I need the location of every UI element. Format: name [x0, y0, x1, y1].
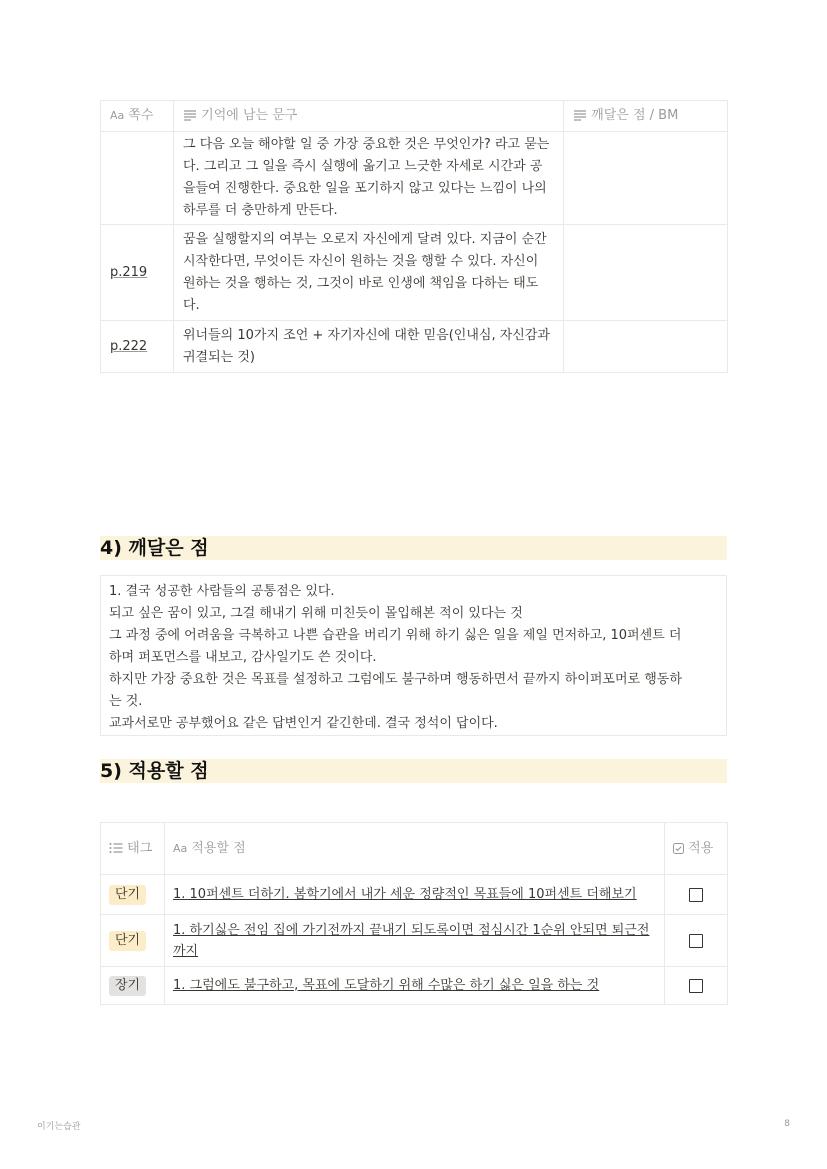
tag-column-header[interactable] [101, 823, 165, 875]
insight-line: 하며 퍼포먼스를 내보고, 감사일기도 쓴 것이다. [109, 650, 377, 665]
item-column-label: 적용할 점 [191, 841, 246, 856]
title-property-icon: Aa [110, 109, 125, 122]
apply-item-link[interactable]: 1. 하기싫은 전임 집에 가기전까지 끝내기 되도록이면 점심시간 1순위 안되면 퇴근전까지 [173, 922, 650, 959]
tag-cell[interactable] [101, 967, 165, 1005]
insight-line: 는 것. [109, 694, 143, 709]
page-column-label: 쪽수 [128, 108, 154, 123]
insight-cell[interactable] [564, 225, 728, 321]
quote-column-label: 기억에 남는 문구 [201, 108, 298, 123]
table-row [101, 132, 728, 225]
apply-header-row [101, 823, 728, 875]
insight-line: 그 과정 중에 어려움을 극복하고 나쁜 습관을 버리기 위해 하기 싫은 일을 제일 먼저하고, 10퍼센트 더 [109, 628, 682, 643]
insight-line: 되고 싶은 꿈이 있고, 그걸 해내기 위해 미친듯이 몰입해본 적이 있다는 것 [109, 606, 523, 621]
page-link[interactable]: p.222 [110, 338, 148, 354]
quote-cell[interactable]: 그 다음 오늘 해야할 일 중 가장 중요한 것은 무엇인가? 라고 묻는다. 그리고 그 일을 즉시 실행에 옮기고 느긋한 자세로 시간과 공을들여 진행한다. 중요한 일을 포기하지 않고 있다는 느낌이 나의 하루를 더 충만하게 만든다. [174, 132, 564, 225]
table-row [101, 915, 728, 967]
apply-item-link[interactable]: 1. 10퍼센트 더하기. 봄학기에서 내가 세운 정량적인 목표들에 10퍼센트 더해보기 [173, 887, 637, 902]
text-property-icon [183, 109, 197, 121]
applied-column-label: 적용 [688, 840, 714, 856]
applied-cell [665, 915, 728, 967]
table-row [101, 321, 728, 373]
item-cell[interactable] [165, 875, 665, 915]
insight-column-label: 깨달은 점 / BM [591, 108, 679, 123]
page-link[interactable]: p.219 [110, 264, 148, 280]
multi-select-icon [109, 842, 123, 854]
table-row [101, 967, 728, 1005]
applied-checkbox[interactable] [689, 979, 703, 993]
quote-cell[interactable]: 꿈을 실행할지의 여부는 오로지 자신에게 달려 있다. 지금이 순간 시작한다면, 무엇이든 자신이 원하는 것을 행할 수 있다. 자신이 원하는 것을 행하는 것, 그것이 바로 인생에 책임을 다하는 태도다. [174, 225, 564, 321]
checkbox-property-icon [673, 843, 684, 854]
table-row [101, 875, 728, 915]
page-cell[interactable] [101, 225, 174, 321]
item-cell[interactable] [165, 915, 665, 967]
text-property-icon [573, 109, 587, 121]
applied-checkbox[interactable] [689, 888, 703, 902]
insight-line: 교과서로만 공부했어요 같은 답변인거 같긴한데. 결국 정석이 답이다. [109, 716, 498, 731]
tag-column-label: 태그 [127, 841, 153, 856]
quotes-header-row [101, 101, 728, 132]
section-heading-apply: 5) 적용할 점 [100, 759, 727, 783]
applied-column-header[interactable] [665, 823, 728, 875]
insight-cell[interactable] [564, 132, 728, 225]
page-column-header[interactable] [101, 101, 174, 132]
quote-column-header[interactable] [174, 101, 564, 132]
insight-line: 하지만 가장 중요한 것은 목표를 설정하고 그럼에도 불구하며 행동하면서 끝까지 하이퍼포머로 행동하 [109, 672, 682, 687]
apply-table [100, 822, 728, 1005]
tag-badge: 단기 [109, 885, 146, 905]
applied-cell [665, 875, 728, 915]
tag-cell[interactable] [101, 915, 165, 967]
footer-title: 이기는습관 [37, 1122, 81, 1132]
tag-badge: 단기 [109, 931, 146, 951]
insight-cell[interactable] [564, 321, 728, 373]
item-cell[interactable] [165, 967, 665, 1005]
tag-cell[interactable] [101, 875, 165, 915]
section-heading-insights: 4) 깨달은 점 [100, 536, 727, 560]
applied-checkbox[interactable] [689, 934, 703, 948]
quotes-table [100, 100, 728, 373]
table-row [101, 225, 728, 321]
apply-item-link[interactable]: 1. 그럼에도 불구하고, 목표에 도달하기 위해 수많은 하기 싫은 일을 하는 것 [173, 978, 600, 993]
page-cell[interactable] [101, 321, 174, 373]
page-number: 8 [784, 1119, 790, 1129]
insights-text-block[interactable] [100, 575, 727, 736]
item-column-header[interactable] [165, 823, 665, 875]
tag-badge: 장기 [109, 976, 146, 996]
quote-cell[interactable]: 위너들의 10가지 조언 + 자기자신에 대한 믿음(인내심, 자신감과 귀결되는 것) [174, 321, 564, 373]
title-property-icon: Aa [173, 842, 188, 855]
insight-column-header[interactable] [564, 101, 728, 132]
applied-cell [665, 967, 728, 1005]
insight-line: 1. 결국 성공한 사람들의 공통점은 있다. [109, 584, 335, 599]
page-cell[interactable] [101, 132, 174, 225]
